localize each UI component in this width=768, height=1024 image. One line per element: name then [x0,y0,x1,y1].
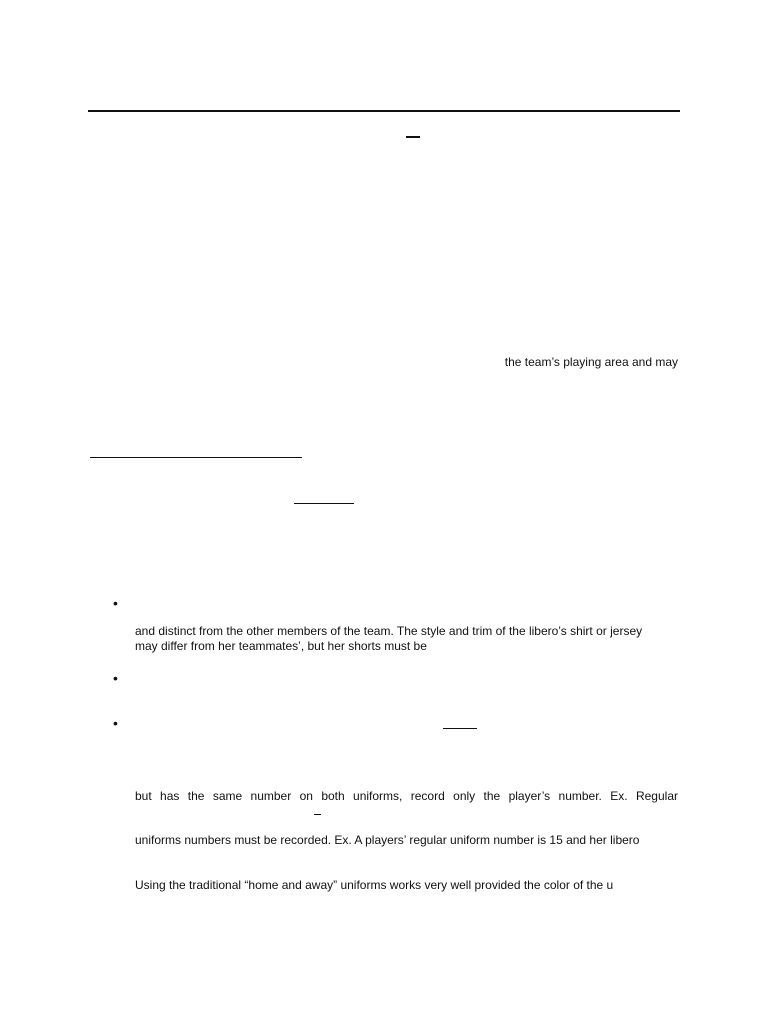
bullet-marker-3: • [113,715,118,731]
emphasis-underline [294,503,354,504]
section-heading-underline [90,457,302,458]
title-dash-mark [406,136,420,138]
uniform-number-line-2: uniforms numbers must be recorded. Ex. A players’ regular uniform number is 15 and her libero [135,833,640,847]
libero-uniform-line-1: and distinct from the other members of the team. The style and trim of the libero’s shirt or jersey [135,624,643,638]
uniform-number-line-1: but has the same number on both uniforms, record only the player’s number. Ex. Regular [135,789,678,803]
inline-underline-mark [314,814,321,815]
libero-uniform-line-2: may differ from her teammates’, but her shorts must be [135,639,427,653]
bullet-marker-2: • [113,670,118,686]
playing-area-text-fragment: the team’s playing area and may [504,355,678,369]
top-horizontal-rule [88,110,680,112]
libero-uniform-paragraph [135,624,678,654]
bullet-marker-1: • [113,595,118,611]
emphasis-underline-short [443,728,477,729]
uniform-color-line: Using the traditional “home and away” uniforms works very well provided the color of the u [135,878,614,892]
